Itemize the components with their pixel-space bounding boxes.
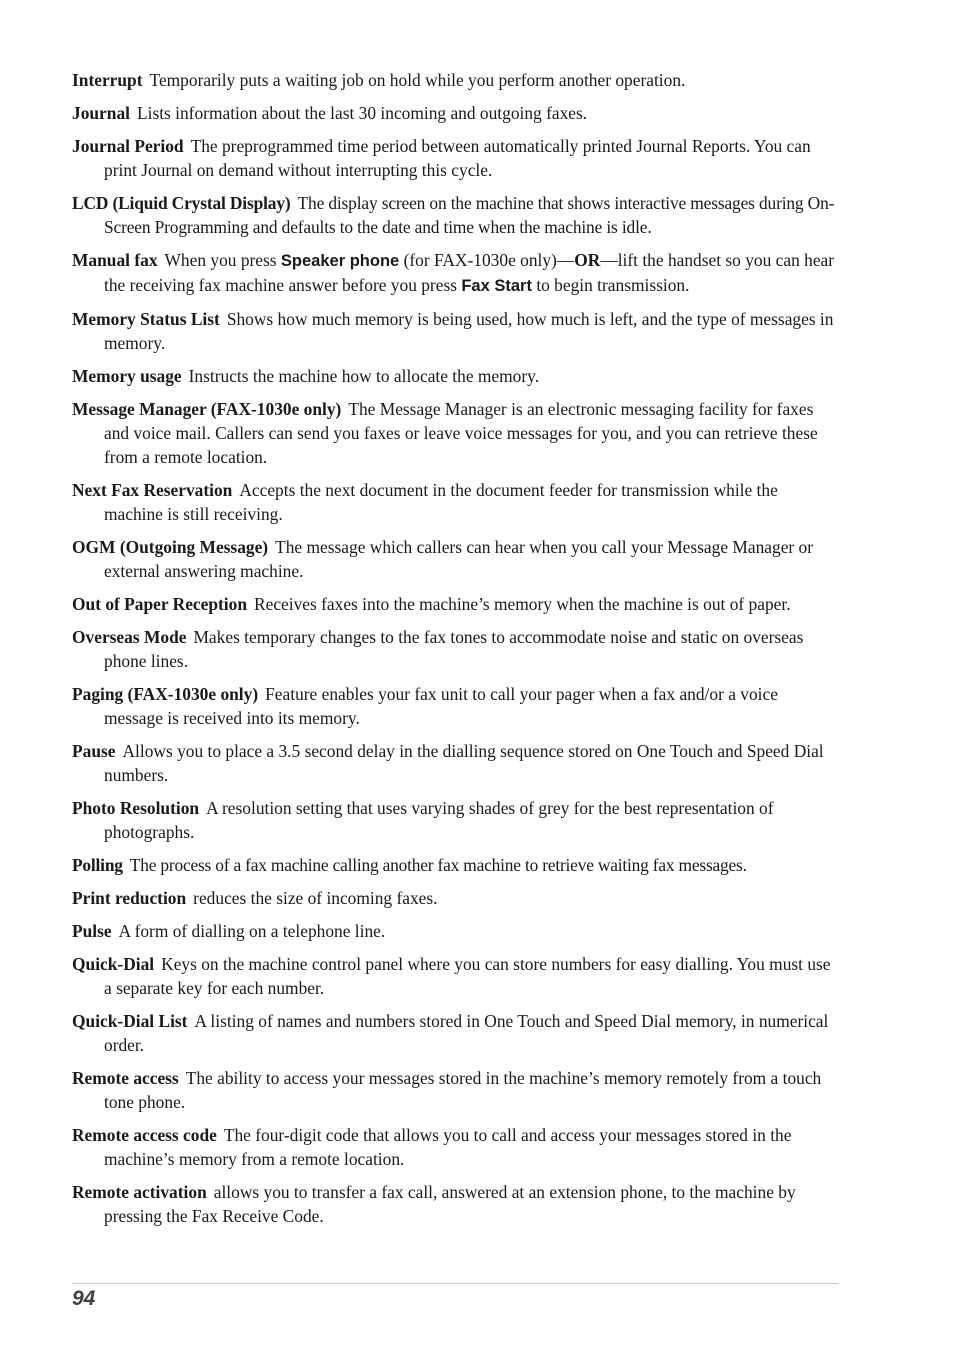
- glossary-entry-ogm: [72, 535, 840, 583]
- entry-definition: The ability to access your messages stored in the machine’s memory remotely from a touch tone phone.: [104, 1068, 822, 1112]
- entry-term: Journal Period: [72, 136, 184, 156]
- entry-definition: A listing of names and numbers stored in One Touch and Speed Dial memory, in numerical order.: [104, 1011, 829, 1055]
- entry-definition-part: —lift the handset so you can hear the receiving fax machine answer before you press: [104, 250, 835, 295]
- entry-definition-part: When you press: [164, 250, 277, 270]
- glossary-entry-polling: [72, 853, 840, 877]
- entry-term: Interrupt: [72, 70, 143, 90]
- entry-definition: A form of dialling on a telephone line.: [118, 921, 386, 941]
- entry-definition: Feature enables your fax unit to call your pager when a fax and/or a voice message is received into its memory.: [104, 684, 778, 728]
- page-number: 94: [72, 1287, 96, 1310]
- entry-definition: The four-digit code that allows you to call and access your messages stored in the machine’s memory from a remote location.: [104, 1125, 792, 1169]
- entry-term: Out of Paper Reception: [72, 594, 248, 614]
- entry-definition: Accepts the next document in the document feeder for transmission while the machine is still receiving.: [104, 480, 778, 524]
- entry-term: Photo Resolution: [72, 798, 200, 818]
- entry-term: Pulse: [72, 921, 112, 941]
- entry-definition-part: to begin transmission.: [536, 275, 690, 295]
- entry-term: Pause: [72, 741, 116, 761]
- entry-term: Next Fax Reservation: [72, 480, 233, 500]
- entry-term: Remote access: [72, 1068, 179, 1088]
- glossary-entry-journal-period: [72, 134, 840, 182]
- entry-term: Overseas Mode: [72, 627, 187, 647]
- entry-definition: reduces the size of incoming faxes.: [193, 888, 438, 908]
- glossary-entry-message-manager: [72, 397, 840, 469]
- glossary-page: [72, 68, 840, 1237]
- glossary-entry-manual-fax: [72, 248, 840, 298]
- entry-term: Polling: [72, 855, 123, 875]
- glossary-entry-quick-dial-list: [72, 1009, 840, 1057]
- entry-term: Print reduction: [72, 888, 187, 908]
- speaker-phone-key-label: Speaker phone: [280, 252, 400, 270]
- glossary-entry-paging: [72, 682, 840, 730]
- fax-start-key-label: Fax Start: [461, 277, 532, 295]
- glossary-entry-remote-access-code: [72, 1123, 840, 1171]
- glossary-entry-next-fax-reservation: [72, 478, 840, 526]
- or-emphasis: OR: [574, 250, 601, 270]
- footer-divider: [72, 1283, 838, 1284]
- glossary-entry-quick-dial: [72, 952, 840, 1000]
- entry-term: Manual fax: [72, 250, 158, 270]
- entry-term: Memory Status List: [72, 309, 220, 329]
- entry-definition: The process of a fax machine calling another fax machine to retrieve waiting fax messages.: [129, 855, 747, 875]
- glossary-entry-memory-status-list: [72, 307, 840, 355]
- entry-term: Paging (FAX-1030e only): [72, 684, 259, 704]
- glossary-entry-journal: [72, 101, 840, 125]
- entry-term: Remote activation: [72, 1182, 207, 1202]
- entry-definition: Lists information about the last 30 incoming and outgoing faxes.: [136, 103, 588, 123]
- entry-definition: The display screen on the machine that shows interactive messages during On-Screen Programming and defaults to the date and time when the machine is idle.: [104, 193, 835, 237]
- entry-definition: Keys on the machine control panel where you can store numbers for easy dialling. You must use a separate key for each number.: [104, 954, 831, 998]
- glossary-entry-pulse: [72, 919, 840, 943]
- entry-definition: The Message Manager is an electronic messaging facility for faxes and voice mail. Callers can send you faxes or leave voice messages for you, and you can retrieve these from a remote location.: [104, 399, 818, 467]
- glossary-entry-pause: [72, 739, 840, 787]
- glossary-entry-out-of-paper-reception: [72, 592, 840, 616]
- entry-term: LCD (Liquid Crystal Display): [72, 193, 291, 213]
- glossary-entry-interrupt: [72, 68, 840, 92]
- glossary-entry-print-reduction: [72, 886, 840, 910]
- glossary-entry-overseas-mode: [72, 625, 840, 673]
- entry-term: Memory usage: [72, 366, 182, 386]
- glossary-entry-remote-activation: [72, 1180, 840, 1228]
- glossary-entry-memory-usage: [72, 364, 840, 388]
- entry-definition: A resolution setting that uses varying shades of grey for the best representation of photographs.: [104, 798, 774, 842]
- entry-term: Remote access code: [72, 1125, 217, 1145]
- glossary-entry-remote-access: [72, 1066, 840, 1114]
- entry-term: Journal: [72, 103, 130, 123]
- entry-term: OGM (Outgoing Message): [72, 537, 269, 557]
- entry-definition-part: (for FAX-1030e only)—: [403, 250, 575, 270]
- entry-term: Quick-Dial: [72, 954, 155, 974]
- entry-definition: Temporarily puts a waiting job on hold while you perform another operation.: [149, 70, 686, 90]
- entry-term: Message Manager (FAX-1030e only): [72, 399, 342, 419]
- entry-definition: Allows you to place a 3.5 second delay in the dialling sequence stored on One Touch and Speed Dial numbers.: [104, 741, 824, 785]
- entry-definition: Makes temporary changes to the fax tones to accommodate noise and static on overseas phone lines.: [104, 627, 804, 671]
- entry-definition: The message which callers can hear when you call your Message Manager or external answering machine.: [104, 537, 814, 581]
- glossary-entry-lcd: [72, 191, 840, 239]
- entry-definition: allows you to transfer a fax call, answered at an extension phone, to the machine by pressing the Fax Receive Code.: [104, 1182, 796, 1226]
- entry-definition: Receives faxes into the machine’s memory when the machine is out of paper.: [254, 594, 791, 614]
- glossary-entry-photo-resolution: [72, 796, 840, 844]
- entry-term: Quick-Dial List: [72, 1011, 188, 1031]
- entry-definition: Shows how much memory is being used, how much is left, and the type of messages in memory.: [104, 309, 834, 353]
- entry-definition: Instructs the machine how to allocate the memory.: [188, 366, 540, 386]
- entry-definition: The preprogrammed time period between automatically printed Journal Reports. You can print Journal on demand without interrupting this cycle.: [104, 136, 811, 180]
